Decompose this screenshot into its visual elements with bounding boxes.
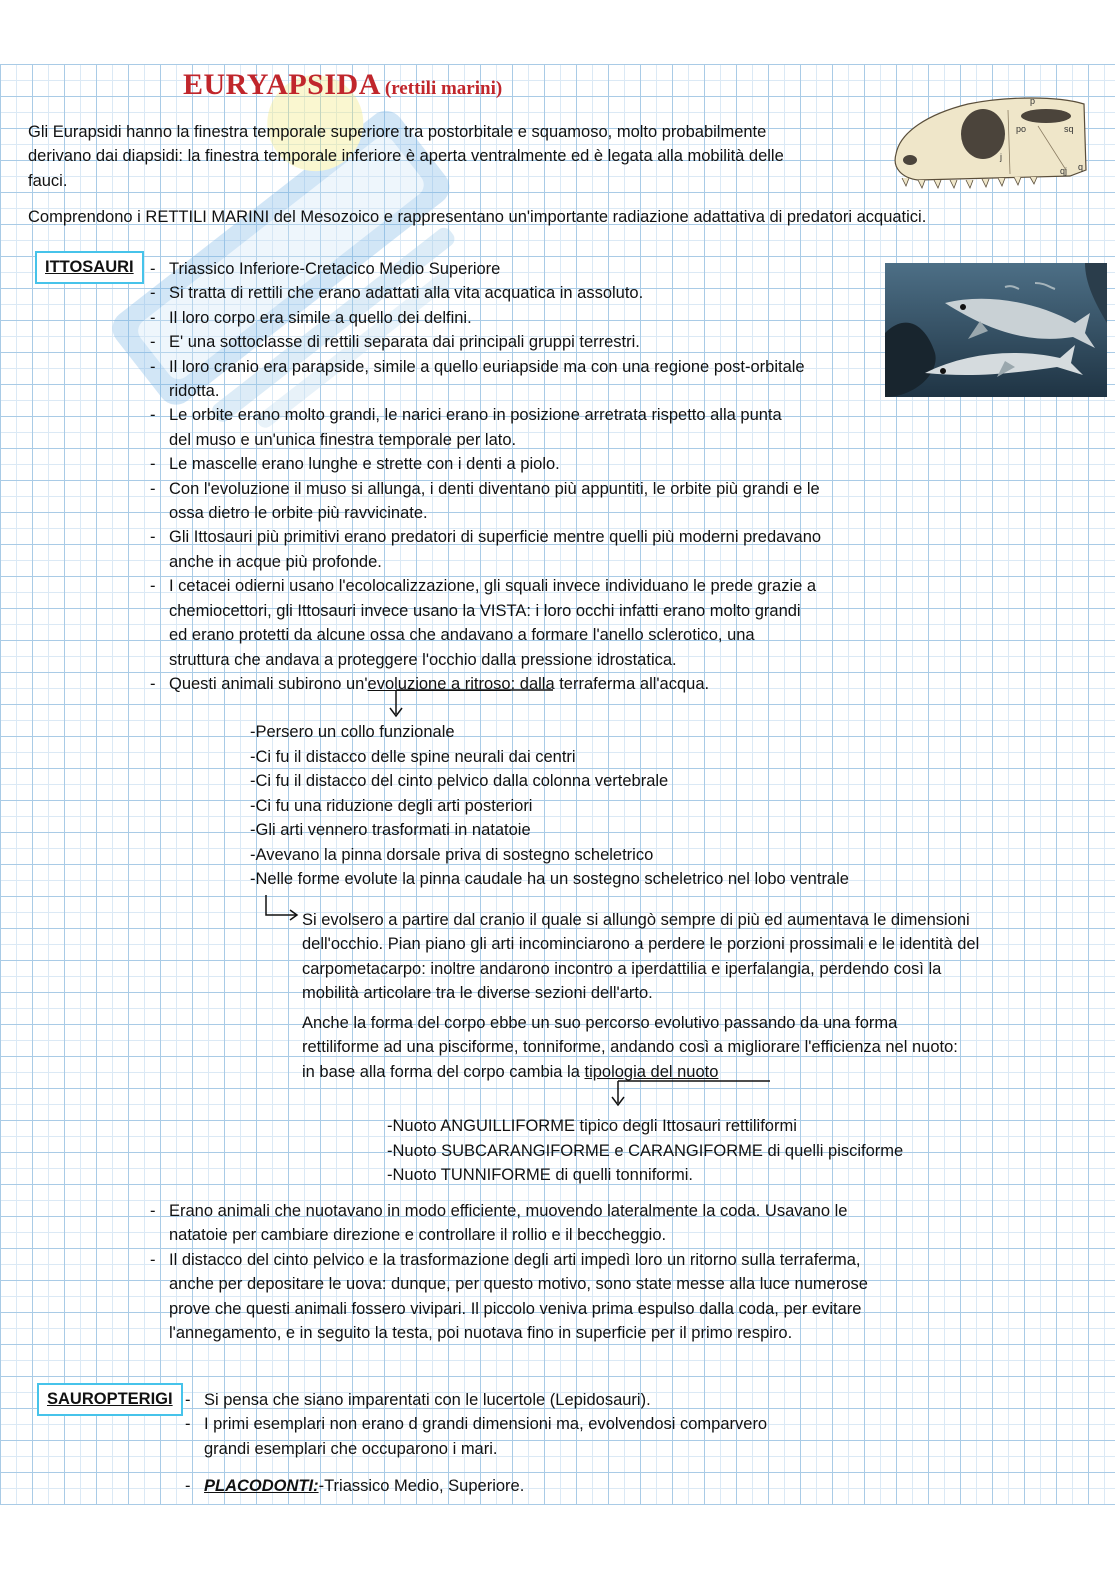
skull-label-sq: sq	[1064, 124, 1074, 134]
list-item-line: Si pensa che siano imparentati con le lucertole (Lepidosauri).	[204, 1391, 651, 1409]
swimming-type-item: -Nuoto TUNNIFORME di quelli tonniformi.	[387, 1166, 693, 1184]
paragraph-line: rettiliforme ad una pisciforme, tonniforme, andando così a migliorare l'efficienza nel nuoto:	[302, 1038, 958, 1057]
dash-bullet: -	[150, 333, 156, 352]
paragraph-line: dell'occhio. Pian piano gli arti incominciarono a perdere le porzioni prossimali e le identità del	[302, 935, 980, 954]
dash-bullet: -	[150, 260, 156, 278]
list-item	[150, 306, 821, 330]
ittosauri-features-list	[150, 257, 821, 672]
list-item-line: Il loro corpo era simile a quello dei delfini.	[169, 308, 472, 327]
list-item	[150, 477, 821, 526]
list-item-line: prove che questi animali fossero vivipari. Il piccolo veniva prima espulso dalla coda, per evitare	[169, 1299, 862, 1318]
regression-item: -Avevano la pinna dorsale priva di sostegno scheletrico	[250, 845, 654, 864]
dash-bullet: -	[150, 528, 156, 547]
arrow-right-icon	[262, 893, 302, 923]
list-item	[150, 574, 821, 672]
title-main: EURYAPSIDA	[183, 68, 381, 101]
ichthyosaur-illustration	[885, 263, 1107, 397]
arrow-down-icon	[610, 1077, 775, 1109]
intro-line: Gli Eurapsidi hanno la finestra temporale superiore tra postorbitale e squamoso, molto probabilmente	[28, 123, 767, 141]
ittosauri-evolution-item: - Questi animali subirono un'evoluzione a ritroso: dalla terraferma all'acqua.	[150, 675, 710, 693]
list-item-line: I cetacei odierni usano l'ecolocalizzazione, gli squali invece individuano le prede grazie a	[169, 577, 817, 596]
regression-item: -Persero un collo funzionale	[250, 723, 455, 741]
dash-bullet: -	[150, 357, 156, 376]
skull-label-po: po	[1016, 124, 1027, 134]
dash-bullet: -	[185, 1415, 191, 1434]
list-item-line: ridotta.	[169, 382, 220, 401]
dash-bullet: -	[150, 406, 156, 425]
list-item-line: Erano animali che nuotavano in modo efficiente, muovendo lateralmente la coda. Usavano le	[169, 1202, 848, 1220]
regression-list	[250, 720, 849, 892]
arrow-down-icon	[388, 686, 558, 720]
list-item-line: ossa dietro le orbite più ravvicinate.	[169, 504, 428, 523]
paragraph-line: Si evolsero a partire dal cranio il quale si allungò sempre di più ed aumentava le dimensioni	[302, 911, 970, 929]
para2-text: in base alla forma del corpo cambia la	[302, 1062, 585, 1081]
list-item-line: Il loro cranio era parapside, simile a quello euriapside ma con una regione post-orbitale	[169, 357, 805, 376]
list-item	[150, 355, 821, 404]
body-form-evolution-paragraph	[302, 1011, 958, 1084]
dash-bullet: -	[150, 455, 156, 474]
ittosauri-features-list-2	[150, 1199, 868, 1345]
list-item-line: l'annegamento, e in seguito la testa, poi nuotava fino in superficie per il primo respiro.	[169, 1324, 793, 1343]
list-item-line: Il distacco del cinto pelvico e la trasformazione degli arti impedì loro un ritorno sulla terraferma,	[169, 1250, 861, 1269]
list-item	[150, 1199, 868, 1248]
list-item	[150, 403, 821, 452]
intro-line: fauci.	[28, 171, 68, 190]
list-item	[150, 330, 821, 354]
evolution-text: Questi animali subirono un'	[169, 675, 368, 693]
skull-label-p: p	[1030, 96, 1036, 106]
list-item	[185, 1388, 767, 1412]
list-item	[150, 525, 821, 574]
euryapsid-skull-illustration	[888, 92, 1090, 192]
list-item	[150, 281, 821, 305]
skull-label-q: q	[1078, 162, 1084, 172]
dash-bullet: -	[150, 577, 156, 596]
skull-label-qj: qj	[1060, 166, 1068, 176]
list-item-line: Triassico Inferiore-Cretacico Medio Superiore	[169, 260, 501, 278]
intro-paragraph	[28, 120, 784, 193]
evolution-ritroso: evoluzione a ritroso	[367, 675, 511, 693]
list-item-line: E' una sottoclasse di rettili separata dai principali gruppi terrestri.	[169, 333, 640, 352]
regression-item: -Nelle forme evolute la pinna caudale ha un sostegno scheletrico nel lobo ventrale	[250, 870, 849, 888]
placodonti-text: -Triassico Medio, Superiore.	[318, 1477, 525, 1495]
dash-bullet: -	[150, 1250, 156, 1269]
intro-line: derivano dai diapsidi: la finestra temporale inferiore è aperta ventralmente ed è legata alla mobilità delle	[28, 147, 784, 166]
list-item-line: Con l'evoluzione il muso si allunga, i denti diventano più appuntiti, le orbite più grandi e le	[169, 479, 820, 498]
list-item-line: anche per depositare le uova: dunque, per questo motivo, sono state messe alla luce numerose	[169, 1275, 868, 1294]
regression-item: -Gli arti vennero trasformati in natatoie	[250, 821, 531, 839]
paragraph-line: Anche la forma del corpo ebbe un suo percorso evolutivo passando da una forma	[302, 1014, 898, 1032]
skull-limb-evolution-paragraph	[302, 908, 979, 1006]
page-top-margin	[0, 0, 1115, 64]
dash-bullet: -	[150, 308, 156, 327]
dash-bullet: -	[185, 1391, 191, 1409]
list-item-line: Le orbite erano molto grandi, le narici erano in posizione arretrata rispetto alla punta	[169, 406, 782, 425]
swimming-type-link: tipologia del nuoto	[584, 1062, 719, 1081]
list-item-line: natatoie per cambiare direzione e controllare il rollio e il beccheggio.	[169, 1226, 667, 1245]
regression-item: -Ci fu il distacco delle spine neurali dai centri	[250, 747, 576, 766]
page-bottom-margin	[0, 1505, 1115, 1578]
paragraph-line: carpometacarpo: inoltre andarono incontro a iperdattilia e iperfalangia, perdendo così la	[302, 959, 942, 978]
title-subtitle: (rettili marini)	[384, 78, 503, 99]
list-item-line: del muso e un'unica finestra temporale per lato.	[169, 430, 517, 449]
paragraph-line: mobilità articolare tra le diverse sezioni dell'arto.	[302, 984, 653, 1003]
list-item-line: Le mascelle erano lunghe e strette con i denti a piolo.	[169, 455, 560, 474]
regression-item: -Ci fu il distacco del cinto pelvico dalla colonna vertebrale	[250, 772, 669, 790]
list-item-line: Gli Ittosauri più primitivi erano predatori di superficie mentre quelli più moderni predavano	[169, 528, 822, 547]
list-item-line: Si tratta di rettili che erano adattati alla vita acquatica in assoluto.	[169, 284, 644, 303]
list-item-line: I primi esemplari non erano d grandi dimensioni ma, evolvendosi comparvero	[204, 1415, 768, 1434]
list-item-line: chemiocettori, gli Ittosauri invece usano la VISTA: i loro occhi infatti erano molto grandi	[169, 601, 801, 620]
dash-bullet: -	[150, 479, 156, 498]
sauropterigi-features-list	[185, 1388, 767, 1461]
skull-label-j: j	[1000, 152, 1002, 162]
evolution-text: : dalla terraferma all'acqua.	[510, 675, 710, 693]
placodonti-label: PLACODONTI:	[204, 1477, 319, 1495]
swimming-type-item: -Nuoto ANGUILLIFORME tipico degli Ittosauri rettiliformi	[387, 1117, 797, 1135]
swimming-type-item: -Nuoto SUBCARANGIFORME e CARANGIFORME di quelli pisciforme	[387, 1141, 904, 1160]
dash-bullet: -	[150, 1202, 156, 1220]
dash-bullet: -	[150, 284, 156, 303]
list-item-line: anche in acque più profonde.	[169, 552, 382, 571]
swimming-types-list	[387, 1114, 903, 1188]
regression-item: -Ci fu una riduzione degli arti posteriori	[250, 796, 533, 815]
sauropterigi-section-label: SAUROPTERIGI	[37, 1383, 183, 1416]
list-item-line: ed erano protetti da alcune ossa che andavano a formare l'anello sclerotico, una	[169, 626, 755, 645]
page-title	[183, 68, 502, 102]
list-item	[150, 257, 821, 281]
placodonti-item: - PLACODONTI:-Triassico Medio, Superiore.	[185, 1477, 525, 1495]
ittosauri-section-label: ITTOSAURI	[35, 251, 144, 284]
list-item-line: struttura che andava a proteggere l'occhio dalla pressione idrostatica.	[169, 650, 677, 669]
list-item-line: grandi esemplari che occuparono i mari.	[204, 1439, 498, 1458]
list-item	[150, 452, 821, 476]
intro-marine-reptiles: Comprendono i RETTILI MARINI del Mesozoico e rappresentano un'importante radiazione adattativa di predatori acquatici.	[28, 208, 927, 226]
list-item	[185, 1412, 767, 1461]
list-item	[150, 1248, 868, 1346]
